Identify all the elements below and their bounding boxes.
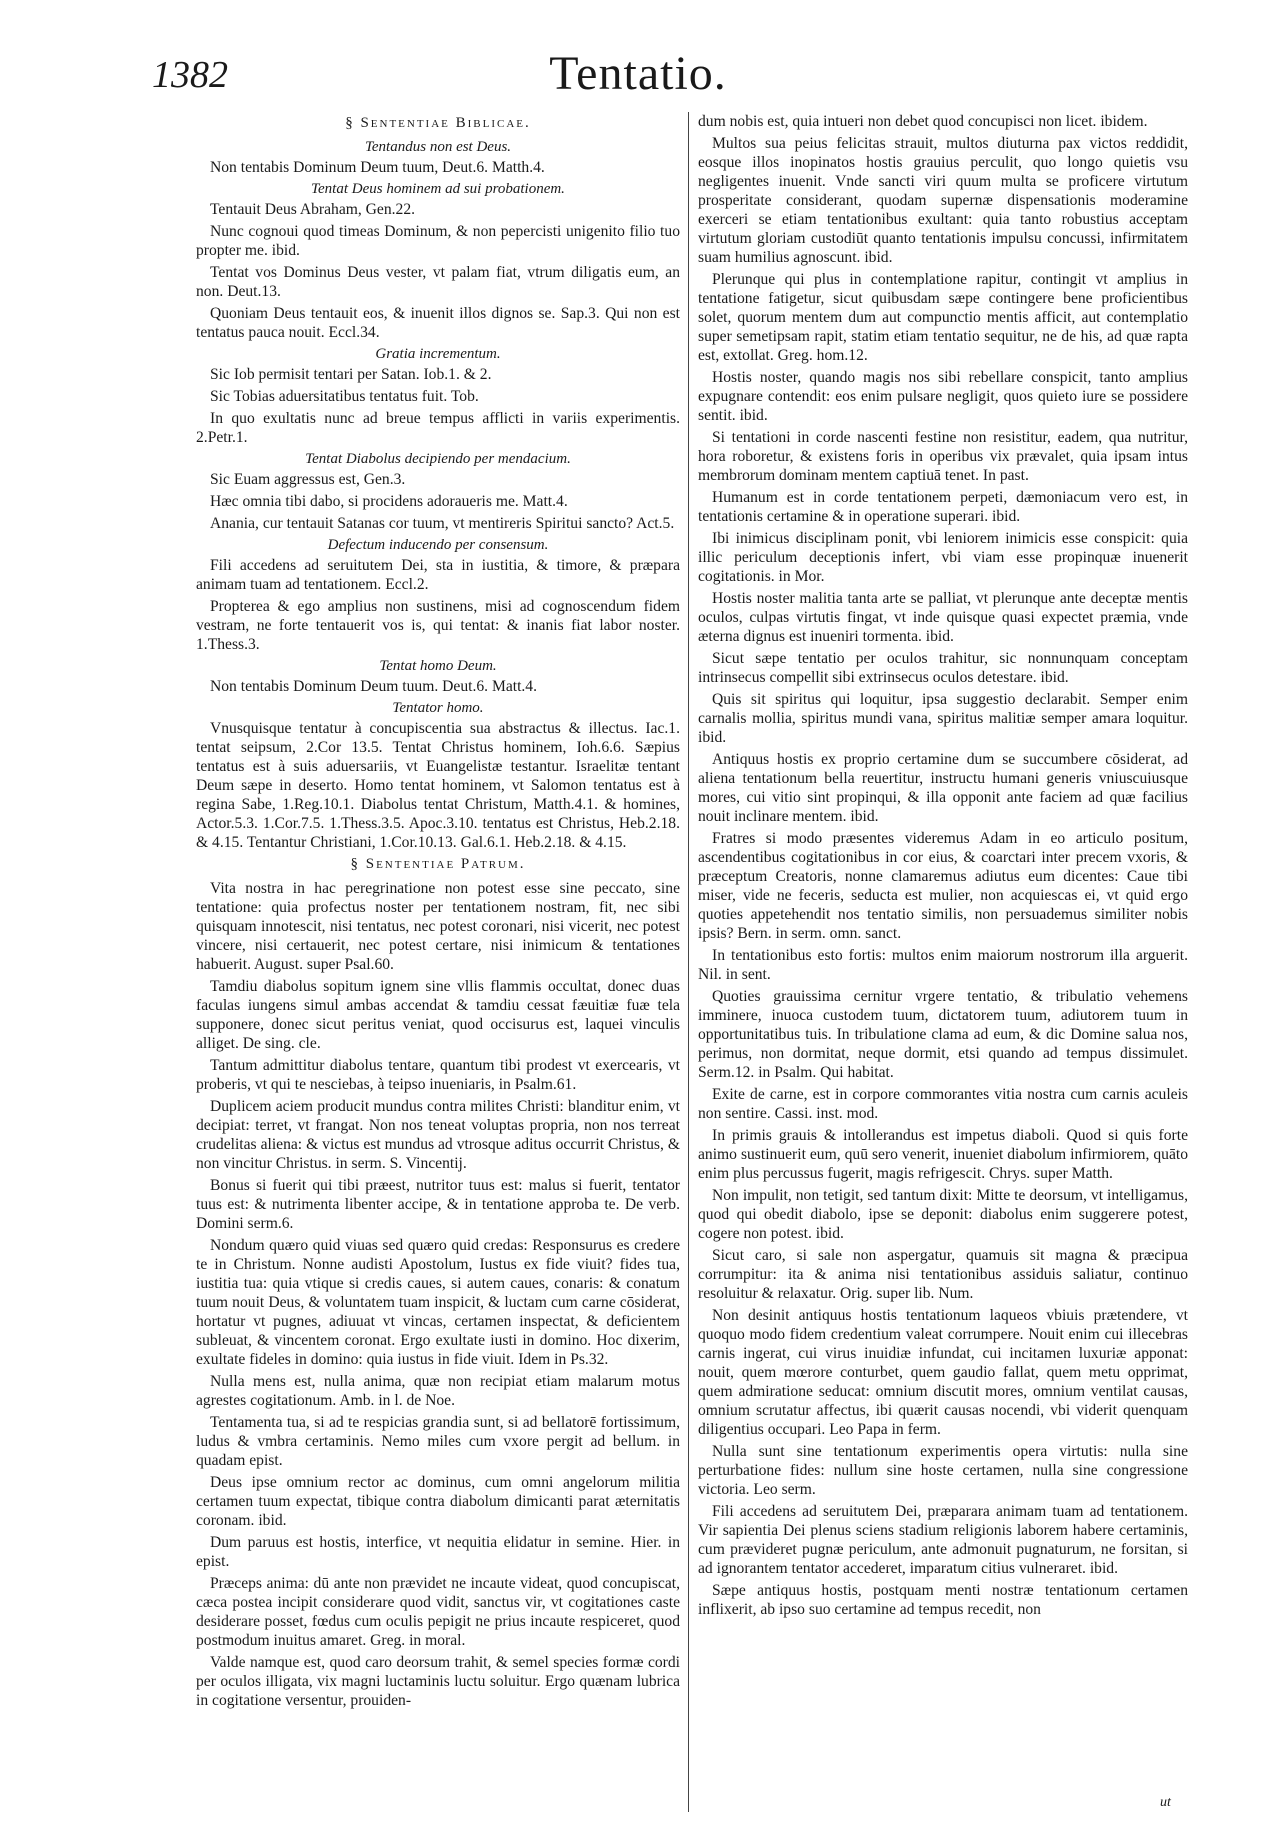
entry-paragraph: Præceps anima: dū ante non prævidet ne incaute videat, quod concupiscat, cæca postea incipit considerare quod vidit, sanctus vir, vt cogitationes caste desiderare posset, fœdus cum oculis pepigit ne prius incaute respiceret, quod postmodum inuitus amaret. Greg. in moral. — [196, 1575, 680, 1649]
entry-paragraph: Fili accedens ad seruitutem Dei, præparara animam tuam ad tentationem. Vir sapientia Dei plenus sciens stadium religionis laborem habere certaminis, cum prævideret pugnæ periculum, ante admonuit pugnaturum, ne forsitan, si ad ignorantem tentator accederet, imparatum citius vulneraret. ibid. — [698, 1503, 1188, 1577]
running-head-title: Tentatio. — [549, 47, 727, 100]
entry-paragraph: In tentationibus esto fortis: multos enim maiorum nostrorum illa arguerit. Nil. in sent. — [698, 947, 1188, 983]
page-number: 1382 — [152, 54, 228, 96]
entry-paragraph: Hostis noster malitia tanta arte se palliat, vt plerunque ante deceptæ mentis oculos, culpas virtutis fingat, vt inde quisque quasi expectet præmia, vnde æterna dignus est inueniri tormenta. ibid. — [698, 590, 1188, 645]
entry-paragraph: Ibi inimicus disciplinam ponit, vbi leniorem inimicis esse conspicit: quia illic periculum deceptionis infert, vbi viam esse propinquæ inuenerit cogitationis. in Mor. — [698, 530, 1188, 585]
entry-paragraph: Fratres si modo præsentes videremus Adam in eo articulo positum, ascendentibus cogitationibus in cor eius, & coarctari inter precem vxoris, & præceptum Creatoris, nonne clamaremus adiutus eum dicentes: Caue tibi miser, vide ne feceris, seducta est mulier, non acquiescas ei, vt quid ergo quoties appetehendit nos tentatio similis, non persuademus similiter nobis ipsis? Bern. in serm. omn. sanct. — [698, 830, 1188, 942]
entry-paragraph: Nulla sunt sine tentationum experimentis opera virtutis: nulla sine perturbatione fides: nullum sine hoste certamen, nulla sine congressione victoria. Leo serm. — [698, 1443, 1188, 1498]
entry-paragraph: Nondum quæro quid viuas sed quæro quid credas: Responsurus es credere te in Christum. Nonne audisti Apostolum, Iustus ex fide viuit? fides tua, iustitia tua: quia vtique si credis caues, si autem caues, conaris: & conatum tuum nouit Deus, & voluntatem tuam inspicit, & luctam cum carne cōsiderat, hortatur vt pugnes, adiuuat vt vincas, certamen inspectat, & deficientem subleuat, & vincentem coronat. Ergo exultate iusti in domino. Hoc dixerim, exultate fideles in domino: quia iustus in fide viuit. Idem in Ps.32. — [196, 1237, 680, 1368]
entry-paragraph: Duplicem aciem producit mundus contra milites Christi: blanditur enim, vt decipiat: terret, vt frangat. Non nos teneat voluptas propria, non nos terreat crudelitas aliena: & victus est mundus ad vtrosque aditus occurrit Christus, & non vincitur Christus. in serm. S. Vincentij. — [196, 1098, 680, 1172]
subheading: Gratia incrementum. — [375, 346, 501, 362]
subheading: Tentandus non est Deus. — [364, 139, 512, 155]
entry-paragraph: Exite de carne, est in corpore commorantes vitia nostra cum carnis aculeis non sentire. Cassi. inst. mod. — [698, 1086, 1188, 1122]
section-heading: § Sententiae Biblicae. — [345, 115, 531, 131]
entry-paragraph: Sæpe antiquus hostis, postquam menti nostræ tentationum certamen inflixerit, ab ipso suo certamine ad tempus recedit, non — [698, 1582, 1188, 1618]
entry-paragraph: Non desinit antiquus hostis tentationum laqueos vbiuis prætendere, vt quoquo modo fidem credentium valeat corrumpere. Nouit enim cui illecebras carnis ingerat, cui virus inuidiæ infundat, cui incitamen luxuriæ apponat: nouit, quem mœrore conturbet, quem gaudio fallat, quem metu opprimat, quem admiratione seducat: omnium discutit mores, omnium ventilat causas, omnium scrutatur affectus, ibi quærit causas nocendi, vbi viderit quenquam diligentius occupari. Leo Papa in ferm. — [698, 1307, 1188, 1438]
entry-paragraph: Fili accedens ad seruitutem Dei, sta in iustitia, & timore, & præpara animam tuam ad tentationem. Eccl.2. — [196, 557, 680, 593]
entry-paragraph: dum nobis est, quia intueri non debet quod concupisci non licet. ibidem. — [698, 113, 1148, 130]
subheading: Tentat homo Deum. — [379, 658, 497, 674]
entry-paragraph: Si tentationi in corde nascenti festine non resistitur, eadem, qua nutritur, hora roboretur, & existens foris in operibus vix prævalet, quia ipsam intus membrorum dominam mentem captiuā tenet. In past. — [698, 429, 1188, 484]
entry-paragraph: Sicut caro, si sale non aspergatur, quamuis sit magna & præcipua corrumpitur: ita & anima nisi tentationibus assiduis saliatur, continuo resoluitur & relaxatur. Orig. super lib. Num. — [698, 1247, 1188, 1302]
entry-paragraph: Valde namque est, quod caro deorsum trahit, & semel species formæ cordi per oculos illigata, vix magni luctaminis luctu soluitur. Ergo quænam lubrica in cogitatione versentur, prouiden- — [196, 1654, 680, 1709]
entry-paragraph: In quo exultatis nunc ad breue tempus afflicti in variis experimentis. 2.Petr.1. — [196, 410, 680, 446]
entry-paragraph: Tentat vos Dominus Deus vester, vt palam fiat, vtrum diligatis eum, an non. Deut.13. — [196, 264, 680, 300]
entry-paragraph: Dum paruus est hostis, interfice, vt nequitia elidatur in semine. Hier. in epist. — [196, 1534, 680, 1570]
section-heading: § Sententiae Patrum. — [350, 856, 526, 872]
entry-paragraph: Bonus si fuerit qui tibi præest, nutritor tuus est: malus si fuerit, tentator tuus est: & nutrimenta libenter accipe, & in tentatione approba te. De verb. Domini serm.6. — [196, 1177, 680, 1232]
entry-paragraph: Deus ipse omnium rector ac dominus, cum omni angelorum militia certamen tuum expectat, tibique contra diabolum dimicanti parat æternitatis coronam. ibid. — [196, 1474, 680, 1529]
entry-paragraph: Humanum est in corde tentationem perpeti, dæmoniacum vero est, in tentationis certamine & in operatione superari. ibid. — [698, 489, 1188, 525]
entry-paragraph: Quis sit spiritus qui loquitur, ipsa suggestio declarabit. Semper enim carnalis mollia, spiritus mundi vana, spiritus malitiæ semper amara loquitur. ibid. — [698, 691, 1188, 746]
subheading: Defectum inducendo per consensum. — [327, 537, 549, 553]
entry-paragraph: Non tentabis Dominum Deum tuum. Deut.6. Matt.4. — [210, 678, 538, 695]
entry-paragraph: Sic Iob permisit tentari per Satan. Iob.1. & 2. — [210, 366, 492, 383]
entry-paragraph: Tantum admittitur diabolus tentare, quantum tibi prodest vt exercearis, vt proberis, vt qui te nesciebas, à teipso inueniaris, in Psalm.61. — [196, 1057, 680, 1093]
entry-paragraph: Sicut sæpe tentatio per oculos trahitur, sic nonnunquam conceptam intrinsecus compellit sibi extrinsecus oculos detestare. ibid. — [698, 650, 1188, 686]
entry-paragraph: Sic Tobias aduersitatibus tentatus fuit. Tob. — [210, 388, 479, 405]
column-divider — [688, 112, 689, 1812]
entry-paragraph: Vita nostra in hac peregrinatione non potest esse sine peccato, sine tentatione: quia profectus noster per tentationem nostram, fit, nec sibi quisquam innotescit, nisi tentatus, nec potest coronari, nisi vicerit, nec potest vincere, nisi certauerit, nec potest certare, nisi inimicum & tentationes habuerit. August. super Psal.60. — [196, 880, 680, 973]
entry-paragraph: Propterea & ego amplius non sustinens, misi ad cognoscendum fidem vestram, ne forte tentauerit vos is, qui tentat: & inanis fiat labor noster. 1.Thess.3. — [196, 598, 680, 653]
entry-paragraph: Quoniam Deus tentauit eos, & inuenit illos dignos se. Sap.3. Qui non est tentatus pauca nouit. Eccl.34. — [196, 305, 680, 341]
entry-paragraph: Vnusquisque tentatur à concupiscentia sua abstractus & illectus. Iac.1. tentat seipsum, 2.Cor 13.5. Tentat Christus hominem, Ioh.6.6. Sæpius tentatus est à suis aduersariis, vt Euangelistæ testantur. Israelitæ tentant Deum sæpe in deserto. Homo tentat hominem, vt Salomon tentatus est à regina Sabe, 1.Reg.10.1. Diabolus tentat Christum, Matth.4.1. & homines, Actor.5.3. 1.Cor.7.5. 1.Thess.3.5. Apoc.3.10. tentatus est Christus, Heb.2.18. & 4.15. Tentantur Christiani, 1.Cor.10.13. Gal.6.1. Heb.2.18. & 4.15. — [196, 720, 680, 851]
entry-paragraph: Nulla mens est, nulla anima, quæ non recipiat etiam malarum motus agrestes cogitationum. Amb. in l. de Noe. — [196, 1373, 680, 1409]
catchword: ut — [1160, 1795, 1171, 1810]
entry-paragraph: Plerunque qui plus in contemplatione rapitur, contingit vt amplius in tentatione fatigetur, sicut quibusdam sæpe contingere bene proficientibus solet, quorum mentem dum aut compunctio mentis afficit, aut contemplatio super semetipsam rapit, statim etiam tentatio sequitur, ne de his, ad quæ rapta est, extollat. Greg. hom.12. — [698, 271, 1188, 364]
entry-paragraph: Tentamenta tua, si ad te respicias grandia sunt, si ad bellatorē fortissimum, ludus & vmbra certaminis. Nemo miles cum vxore pergit ad bellum. in quadam epist. — [196, 1414, 680, 1469]
entry-paragraph: Quoties grauissima cernitur vrgere tentatio, & tribulatio vehemens imminere, inuoca custodem tuum, dictatorem tuum, adiutorem tuum in opportunitatibus tuis. In tribulatione clama ad eum, & dic Domine salua nos, perimus, non dormitat, neque dormit, etsi quando ad tempus dissimulet. Serm.12. in Psalm. Qui habitat. — [698, 988, 1188, 1081]
entry-paragraph: Non tentabis Dominum Deum tuum, Deut.6. Matth.4. — [210, 159, 545, 176]
entry-paragraph: Anania, cur tentauit Satanas cor tuum, vt mentireris Spiritui sancto? Act.5. — [210, 515, 675, 532]
entry-paragraph: Multos sua peius felicitas strauit, multos diuturna pax victos reddidit, eosque illos inopinatos hostis grauius perculit, quo longo quietis vsu negligentes inuenit. Vnde sancti viri quum multa se proficere virtutum prosperitate considerant, quodam supernæ dispensationis moderamine exerceri se etiam tentationibus exultant: quia tanto robustius acceptam virtutum gloriam custodiūt quanto tentationis impulsu concussi, infirmitatem suam humilius agnoscunt. ibid. — [698, 135, 1188, 266]
entry-paragraph: Hæc omnia tibi dabo, si procidens adoraueris me. Matt.4. — [210, 493, 568, 510]
subheading: Tentat Diabolus decipiendo per mendacium. — [305, 451, 571, 467]
right-column — [698, 112, 1188, 1822]
entry-paragraph: Tentauit Deus Abraham, Gen.22. — [210, 201, 416, 218]
entry-paragraph: Tamdiu diabolus sopitum ignem sine vllis flammis occultat, donec duas faculas iungens simul ambas accendat & tamdiu cessat fæuitiæ fuæ tela supponere, donec sicut peritus veniat, quod occisurus est, laquei vinculis alliget. De sing. cle. — [196, 978, 680, 1052]
subheading: Tentat Deus hominem ad sui probationem. — [311, 181, 565, 197]
entry-paragraph: Hostis noster, quando magis nos sibi rebellare conspicit, tanto amplius expugnare contendit: eos enim pulsare negligit, quos quieto iure se possidere sentit. ibid. — [698, 369, 1188, 424]
entry-paragraph: Non impulit, non tetigit, sed tantum dixit: Mitte te deorsum, vt intelligamus, quod qui obedit diabolo, ipse se deponit: diabolus enim suggerere potest, cogere non potest. ibid. — [698, 1187, 1188, 1242]
left-column — [196, 112, 680, 1822]
entry-paragraph: In primis grauis & intollerandus est impetus diaboli. Quod si quis forte animo sustinuerit eum, quū sero venerit, inueniet diabolum infirmiorem, quāto enim plus percussus fugerit, magis refrigescit. Chrys. super Matth. — [698, 1127, 1188, 1182]
entry-paragraph: Nunc cognoui quod timeas Dominum, & non pepercisti unigenito filio tuo propter me. ibid. — [196, 223, 680, 259]
entry-paragraph: Sic Euam aggressus est, Gen.3. — [210, 471, 406, 488]
subheading: Tentator homo. — [392, 700, 484, 716]
entry-paragraph: Antiquus hostis ex proprio certamine dum se succumbere cōsiderat, ad aliena tentationum bella reuertitur, instructu humani generis vniuscuiusque mores, cui vitio sint propinqui, & illa opponit ante faciem ad quæ facilius nouit inclinare mentem. ibid. — [698, 751, 1188, 825]
